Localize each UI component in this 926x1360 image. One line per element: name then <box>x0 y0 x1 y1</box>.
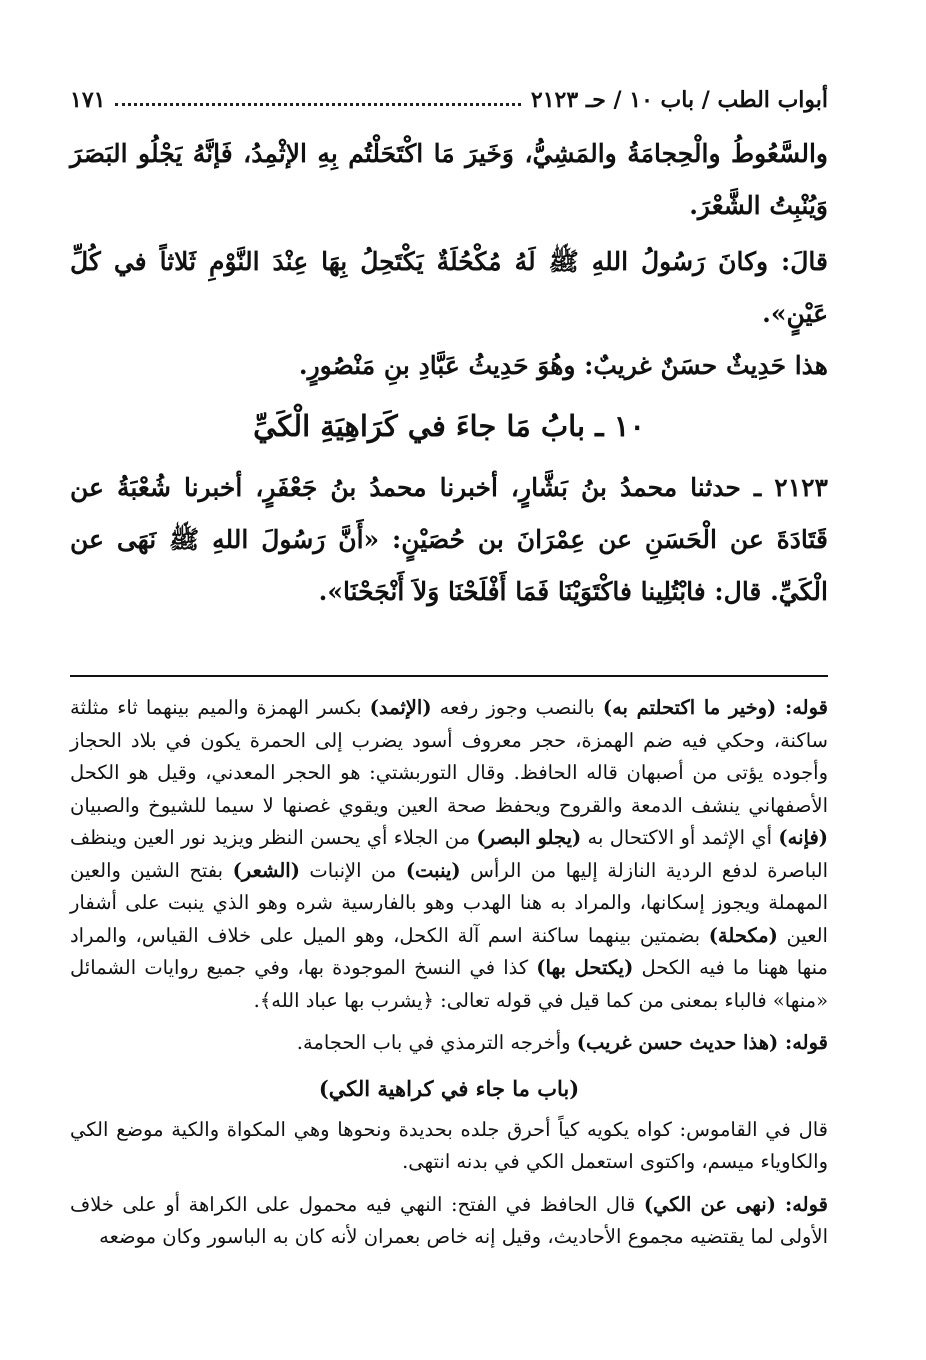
note-quote: (يكتحل بها) <box>536 956 634 979</box>
note-quote: (الإثمد) <box>369 696 432 719</box>
header-title: أبواب الطب / باب ١٠ / حـ ٢١٢٣ <box>530 87 828 113</box>
commentary-note-3: قال في القاموس: كواه يكويه كياً أحرق جلده بحديدة ونحوها وهي المكواة والكية موضع الكي والكاوياء ميسم، واكتوى استعمل الكي في بدنه انتهى. <box>70 1117 828 1173</box>
note-quote: (يجلو البصر) <box>476 826 582 849</box>
commentary-heading: (باب ما جاء في كراهية الكي) <box>318 1075 580 1101</box>
note-text: وأخرجه الترمذي في باب الحجامة. <box>296 1031 577 1054</box>
note-text: كذا في النسخ الموجودة بها، وفي جميع روايات الشمائل «منها» فالباء بمعنى من كما قيل في قوله تعالى: ﴿يشرب بها عباد الله﴾. <box>70 956 828 1012</box>
note-quote: (ينبت) <box>405 858 461 882</box>
commentary-note-1 <box>70 692 828 1017</box>
hadith-2123 <box>70 462 828 618</box>
commentary-note-2 <box>70 1027 828 1060</box>
commentary-note-4 <box>70 1189 828 1254</box>
note-quote: قوله: (وخير ما اكتحلتم به) <box>602 696 828 719</box>
commentary-block <box>70 692 828 1254</box>
hadith-continuation: والسَّعُوطُ والْحِجامَةُ والمَشِيُّ، وَخَيرَ مَا اكْتَحَلْتُم بِهِ الإثْمِدُ، فَإنَّهُ يَجْلُو البَصَرَ وَيُنْبِتُ الشَّعْرَ. <box>70 139 828 220</box>
note-quote: (فإنه) <box>778 826 829 849</box>
note-quote: (مكحلة) <box>708 923 778 947</box>
hadith-number: ٢١٢٣ <box>774 473 828 502</box>
note-text: بضمتين بينهما ساكنة اسم آلة الكحل، وهو الميل على خلاف القياس، والمراد منها ههنا ما فيه الكحل <box>70 923 828 979</box>
running-header <box>70 80 828 120</box>
note-text: بفتح الشين والعين المهملة ويجوز إسكانها، والمراد به هنا الهدب وهو بالفارسية شره وهو الذي ينبت على أشفار العين <box>70 858 828 947</box>
page-number: ١٧١ <box>70 87 106 113</box>
note-text: من الإنبات <box>299 858 406 882</box>
grading-statement: هذا حَدِيثٌ حسَنٌ غريبٌ: وهُوَ حَدِيثُ عَبَّادِ بنِ مَنْصُورٍ. <box>298 351 828 380</box>
note-text: من الجلاء أي يحسن النظر ويزيد نور العين وينظف الباصرة لدفع الردية النازلة إليها من الرأس <box>70 826 828 882</box>
hadith-narration: قالَ: وكانَ رَسُولُ اللهِ ﷺ لَهُ مُكْحُلَةٌ يَكْتَحِلُ بِهَا عِنْدَ النَّوْمِ ثَلاثاً في كُلِّ عَيْنٍ». <box>70 247 828 328</box>
note-text: قال الحافظ في الفتح: النهي فيه محمول على الكراهة أو على خلاف الأولى لما يقتضيه مجموع الأحاديث، وقيل إنه خاص بعمران لأنه كان به الباسور وكان موضعه <box>70 1192 828 1248</box>
hadith-text-block <box>70 128 828 618</box>
note-text: بكسر الهمزة والميم بينهما ثاء مثلثة ساكنة، وحكي فيه ضم الهمزة، حجر معروف أسود يضرب إلى الحمرة يكون في بلاد الحجاز وأجوده يؤتى من أصبهان قاله الحافظ. وقال التوربشتي: هو الحجر المعدني، وقيل هو الكحل الأصفهاني ينشف الدمعة والقروح ويحفظ صحة العين ويقوي غصنها لا سيما للشيوخ والصبيان <box>70 696 828 817</box>
note-text: بالنصب وجوز رفعه <box>431 696 603 719</box>
note-text: أي الإثمد أو الاكتحال به <box>581 826 779 849</box>
note-quote: قوله: (هذا حديث حسن غريب) <box>576 1031 828 1054</box>
chapter-heading: ١٠ ـ بابُ مَا جاءَ في كَرَاهِيَةِ الْكَيِّ <box>253 409 645 443</box>
header-dot-leader <box>115 103 520 106</box>
note-quote: قوله: (نهى عن الكي) <box>643 1192 828 1216</box>
footnote-divider <box>70 675 828 677</box>
note-quote: (الشعر) <box>232 858 300 882</box>
hadith-body: ـ حدثنا محمدُ بنُ بَشَّارٍ، أخبرنا محمدُ بنُ جَعْفَرٍ، أخبرنا شُعْبَةُ عن قَتَادَةَ عن الْحَسَنِ عن عِمْرَانَ بن حُصَيْنٍ: «أَنَّ رَسُولَ اللهِ ﷺ نَهَى عن الْكَيِّ. قال: فابْتُلِينا فاكْتَوَيْنَا فَمَا أَفْلَحْنَا وَلاَ أَنْجَحْنَا». <box>70 473 828 606</box>
